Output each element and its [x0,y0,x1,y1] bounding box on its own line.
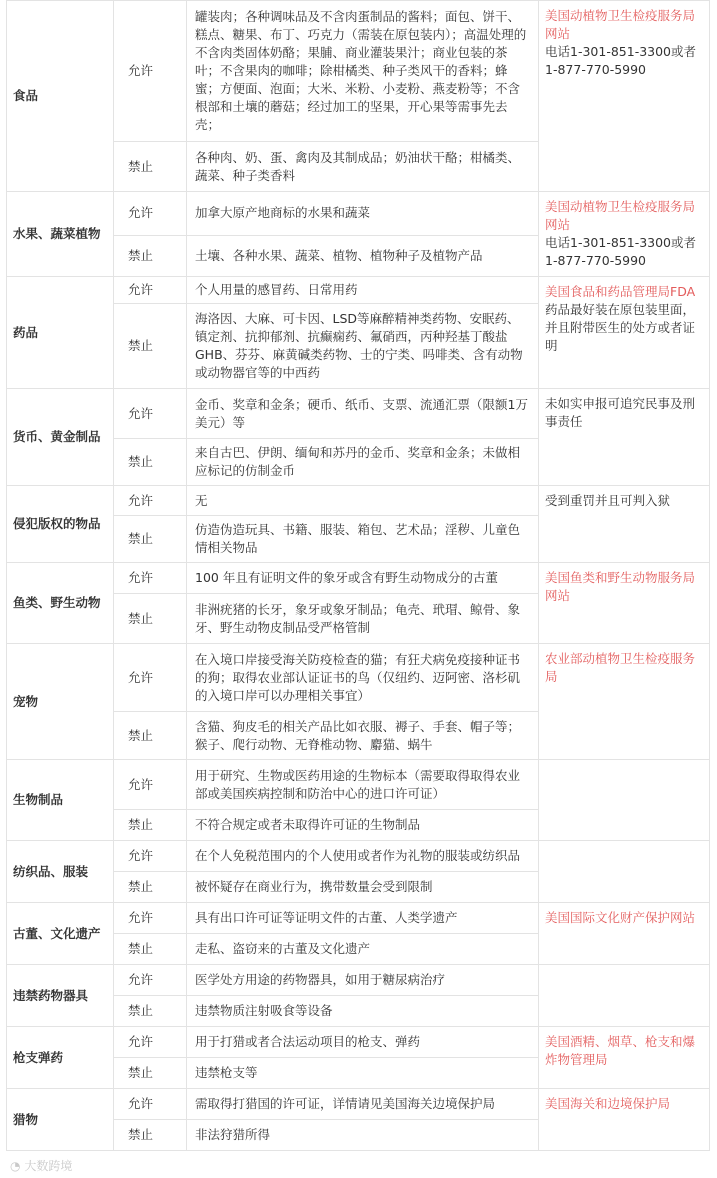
watermark-logo-icon: ◔ [10,1159,21,1173]
reference-cell [539,1089,710,1151]
reference-cell [539,1,710,192]
status-allow: 允许 [114,277,187,304]
allowed-items: 加拿大原产地商标的水果和蔬菜 [187,192,539,236]
agency-link[interactable]: 美国动植物卫生检疫服务局网站 [545,199,696,232]
agency-link[interactable]: 美国海关和边境保护局 [545,1096,671,1111]
forbidden-items: 违禁枪支等 [187,1058,539,1089]
reference-cell [539,965,710,1027]
contact-note: 电话1-301-851-3300或者1-877-770-5990 [545,44,697,77]
table-row [7,841,710,872]
agency-link[interactable]: 美国酒精、烟草、枪支和爆炸物管理局 [545,1034,696,1067]
status-forbid: 禁止 [114,996,187,1027]
category-cell: 纺织品、服装 [7,841,114,903]
status-allow: 允许 [114,965,187,996]
status-forbid: 禁止 [114,439,187,486]
forbidden-items: 仿造伪造玩具、书籍、服装、箱包、艺术品；淫秽、儿童色情相关物品 [187,516,539,563]
table-row [7,1027,710,1058]
reference-cell [539,486,710,563]
reference-cell [539,644,710,760]
contact-note: 药品最好装在原包装里面，并且附带医生的处方或者证明 [545,302,696,353]
forbidden-items: 各种肉、奶、蛋、禽肉及其制成品；奶油状干酪；柑橘类、蔬菜、种子类香料 [187,142,539,192]
reference-cell [539,389,710,486]
category-cell: 枪支弹药 [7,1027,114,1089]
reference-cell [539,1027,710,1089]
allowed-items: 个人用量的感冒药、日常用药 [187,277,539,304]
status-allow: 允许 [114,192,187,236]
category-cell: 药品 [7,277,114,389]
category-cell: 侵犯版权的物品 [7,486,114,563]
reference-cell [539,277,710,389]
table-row [7,760,710,810]
status-forbid: 禁止 [114,304,187,389]
status-forbid: 禁止 [114,810,187,841]
forbidden-items: 违禁物质注射吸食等设备 [187,996,539,1027]
forbidden-items: 被怀疑存在商业行为，携带数量会受到限制 [187,872,539,903]
status-forbid: 禁止 [114,235,187,276]
category-cell: 违禁药物器具 [7,965,114,1027]
table-row [7,644,710,712]
status-forbid: 禁止 [114,594,187,644]
allowed-items: 医学处方用途的药物器具，如用于糖尿病治疗 [187,965,539,996]
reference-cell [539,841,710,903]
category-cell: 货币、黄金制品 [7,389,114,486]
category-cell: 水果、蔬菜植物 [7,192,114,277]
status-allow: 允许 [114,389,187,439]
forbidden-items: 来自古巴、伊朗、缅甸和苏丹的金币、奖章和金条；未做相应标记的仿制金币 [187,439,539,486]
agency-link[interactable]: 美国动植物卫生检疫服务局网站 [545,8,696,41]
watermark-text: 大数跨境 [24,1159,73,1173]
contact-note: 电话1-301-851-3300或者1-877-770-5990 [545,235,697,268]
agency-link[interactable]: 农业部动植物卫生检疫服务局 [545,651,696,684]
forbidden-items: 含猫、狗皮毛的相关产品比如衣服、褥子、手套、帽子等；猴子、爬行动物、无脊椎动物、麝猫、蜗牛 [187,712,539,760]
allowed-items: 在入境口岸接受海关防疫检查的猫；有狂犬病免疫接种证书的狗；取得农业部认证证书的鸟（仅纽约、迈阿密、洛杉矶的入境口岸可以办理相关事宜） [187,644,539,712]
status-allow: 允许 [114,760,187,810]
allowed-items: 需取得打猎国的许可证，详情请见美国海关边境保护局 [187,1089,539,1120]
status-forbid: 禁止 [114,1120,187,1151]
reference-cell [539,563,710,644]
status-allow: 允许 [114,1089,187,1120]
forbidden-items: 非洲疣猪的长牙，象牙或象牙制品；龟壳、玳瑁、鲸骨、象牙、野生动物皮制品受严格管制 [187,594,539,644]
status-allow: 允许 [114,563,187,594]
agency-link[interactable]: 美国鱼类和野生动物服务局网站 [545,570,696,603]
allowed-items: 具有出口许可证等证明文件的古董、人类学遗产 [187,903,539,934]
status-allow: 允许 [114,841,187,872]
allowed-items: 用于研究、生物或医药用途的生物标本（需要取得取得农业部或美国疾病控制和防治中心的进口许可证） [187,760,539,810]
status-forbid: 禁止 [114,934,187,965]
table-row [7,965,710,996]
forbidden-items: 土壤、各种水果、蔬菜、植物、植物种子及植物产品 [187,235,539,276]
table-row [7,1089,710,1120]
table-row [7,486,710,516]
allowed-items: 在个人免税范围内的个人使用或者作为礼物的服装或纺织品 [187,841,539,872]
penalty-note: 未如实申报可追究民事及刑事责任 [545,396,696,429]
allowed-items: 100 年且有证明文件的象牙或含有野生动物成分的古董 [187,563,539,594]
table-row [7,1,710,142]
status-allow: 允许 [114,644,187,712]
allowed-items: 无 [187,486,539,516]
category-cell: 古董、文化遗产 [7,903,114,965]
allowed-items: 罐装肉；各种调味品及不含肉蛋制品的酱料；面包、饼干、糕点、糖果、布丁、巧克力（需装在原包装内）；高温处理的不含肉类固体奶酪；果脯、商业灌装果汁；商业包装的茶叶；不含果肉的咖啡；除柑橘类、种子类风干的香料；蜂蜜；方便面、泡面；大米、米粉、小麦粉、燕麦粉等；不含根部和土壤的蘑菇；经过加工的坚果，开心果等需事先去壳； [187,1,539,142]
status-forbid: 禁止 [114,872,187,903]
status-forbid: 禁止 [114,516,187,563]
table-row [7,389,710,439]
status-forbid: 禁止 [114,1058,187,1089]
forbidden-items: 走私、盗窃来的古董及文化遗产 [187,934,539,965]
allowed-items: 金币、奖章和金条；硬币、纸币、支票、流通汇票（限额1万美元）等 [187,389,539,439]
category-cell: 食品 [7,1,114,192]
penalty-note: 受到重罚并且可判入狱 [545,493,671,508]
forbidden-items: 非法狩猎所得 [187,1120,539,1151]
forbidden-items: 不符合规定或者未取得许可证的生物制品 [187,810,539,841]
table-row [7,277,710,304]
forbidden-items: 海洛因、大麻、可卡因、LSD等麻醉精神类药物、安眠药、镇定剂、抗抑郁剂、抗癫痫药、氟硝西，丙种羟基丁酸盐GHB、芬芬、麻黄碱类药物、士的宁类、吗啡类、含有动物或动物器官等的中西药 [187,304,539,389]
table-row [7,903,710,934]
status-allow: 允许 [114,1,187,142]
allowed-items: 用于打猎或者合法运动项目的枪支、弹药 [187,1027,539,1058]
reference-cell [539,760,710,841]
status-allow: 允许 [114,903,187,934]
category-cell: 宠物 [7,644,114,760]
table-row [7,192,710,236]
status-forbid: 禁止 [114,142,187,192]
table-row [7,563,710,594]
reference-cell [539,192,710,277]
agency-link[interactable]: 美国食品和药品管理局FDA [545,284,696,299]
reference-cell [539,903,710,965]
agency-link[interactable]: 美国国际文化财产保护网站 [545,910,696,925]
status-allow: 允许 [114,1027,187,1058]
watermark [10,1157,72,1174]
status-allow: 允许 [114,486,187,516]
status-forbid: 禁止 [114,712,187,760]
category-cell: 鱼类、野生动物 [7,563,114,644]
category-cell: 生物制品 [7,760,114,841]
customs-regulations-table [6,0,710,1151]
category-cell: 猎物 [7,1089,114,1151]
